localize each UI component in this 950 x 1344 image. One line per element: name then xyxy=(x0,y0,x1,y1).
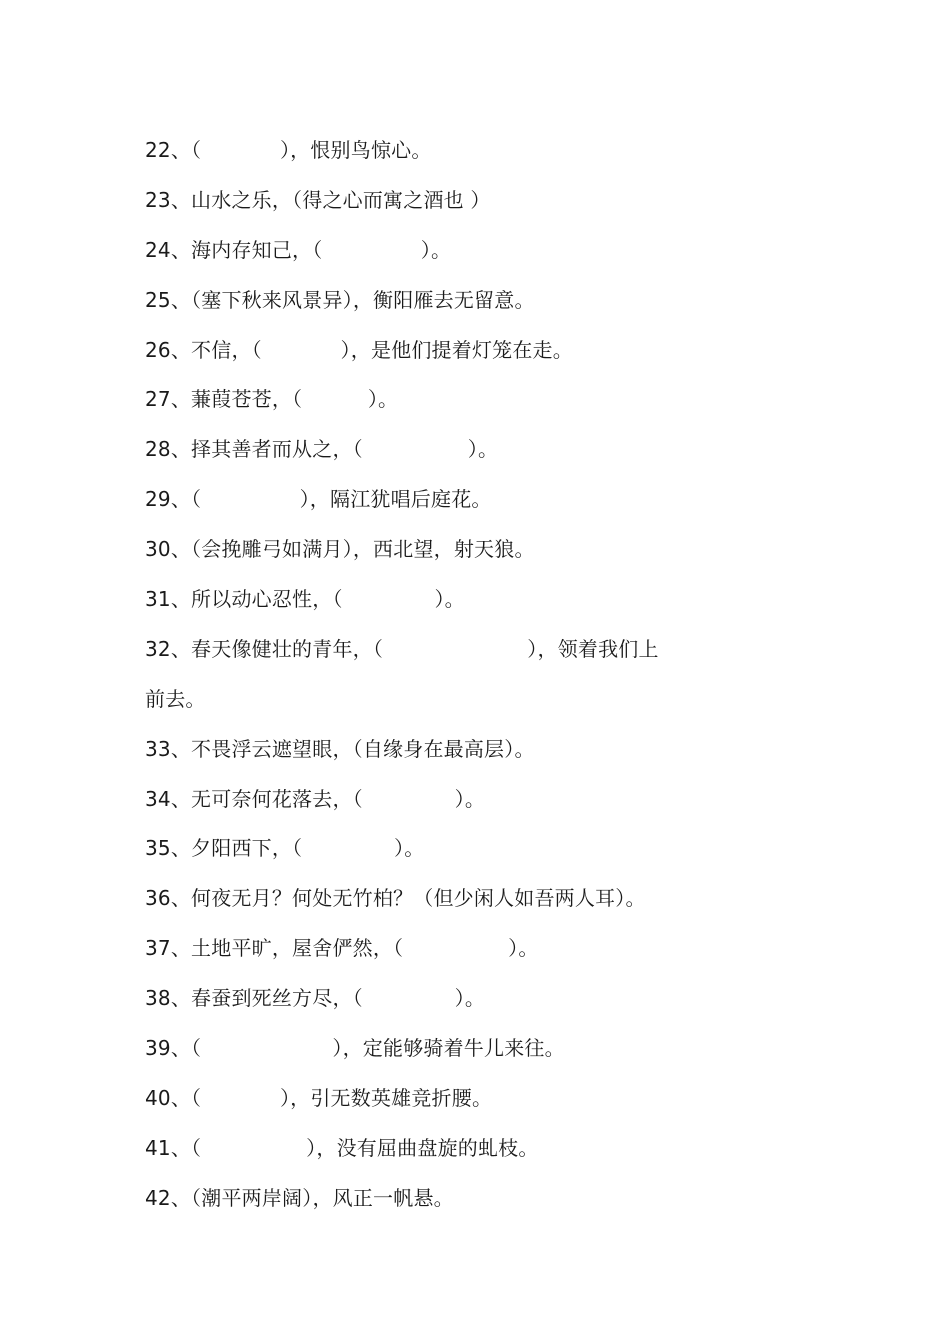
question-line: 38、春蚕到死丝方尽，（ ）。 xyxy=(145,986,486,1011)
question-line: 30、（会挽雕弓如满月），西北望，射天狼。 xyxy=(145,537,535,562)
question-line: 41、（ ），没有屈曲盘旋的虬枝。 xyxy=(145,1135,539,1160)
question-line: 40、（ ），引无数英雄竞折腰。 xyxy=(145,1085,493,1110)
question-line: 25、（塞下秋来风景异），衡阳雁去无留意。 xyxy=(145,287,535,312)
question-line: 22、（ ），恨别鸟惊心。 xyxy=(145,138,432,162)
question-line: 34、无可奈何花落去，（ ）。 xyxy=(145,786,486,811)
question-line: 28、择其善者而从之，（ ）。 xyxy=(145,437,499,462)
question-line: 33、不畏浮云遮望眼，（自缘身在最高层）。 xyxy=(145,736,535,761)
question-line: 36、何夜无月？何处无竹柏？（但少闲人如吾两人耳）。 xyxy=(145,886,646,911)
question-line: 35、夕阳西下，（ ）。 xyxy=(145,836,425,861)
question-line: 27、蒹葭苍苍，（ ）。 xyxy=(145,387,399,412)
question-line: 31、所以动心忍性，（ ）。 xyxy=(145,587,465,612)
question-line: 26、不信，（ ），是他们提着灯笼在走。 xyxy=(145,337,573,362)
question-line: 37、土地平旷，屋舍俨然，（ ）。 xyxy=(145,936,539,961)
question-line: 23、山水之乐，（得之心而寓之酒也 ） xyxy=(145,187,491,212)
question-list xyxy=(145,133,825,1231)
question-line-continuation: 前去。 xyxy=(145,686,206,711)
question-line: 24、海内存知己，（ ）。 xyxy=(145,237,452,262)
question-line: 42、（潮平两岸阔），风正一帆悬。 xyxy=(145,1185,454,1210)
question-line: 32、春天像健壮的青年，（ ），领着我们上 xyxy=(145,636,659,661)
question-line: 29、（ ），隔江犹唱后庭花。 xyxy=(145,487,492,512)
question-line: 39、（ ），定能够骑着牛儿来往。 xyxy=(145,1036,565,1061)
